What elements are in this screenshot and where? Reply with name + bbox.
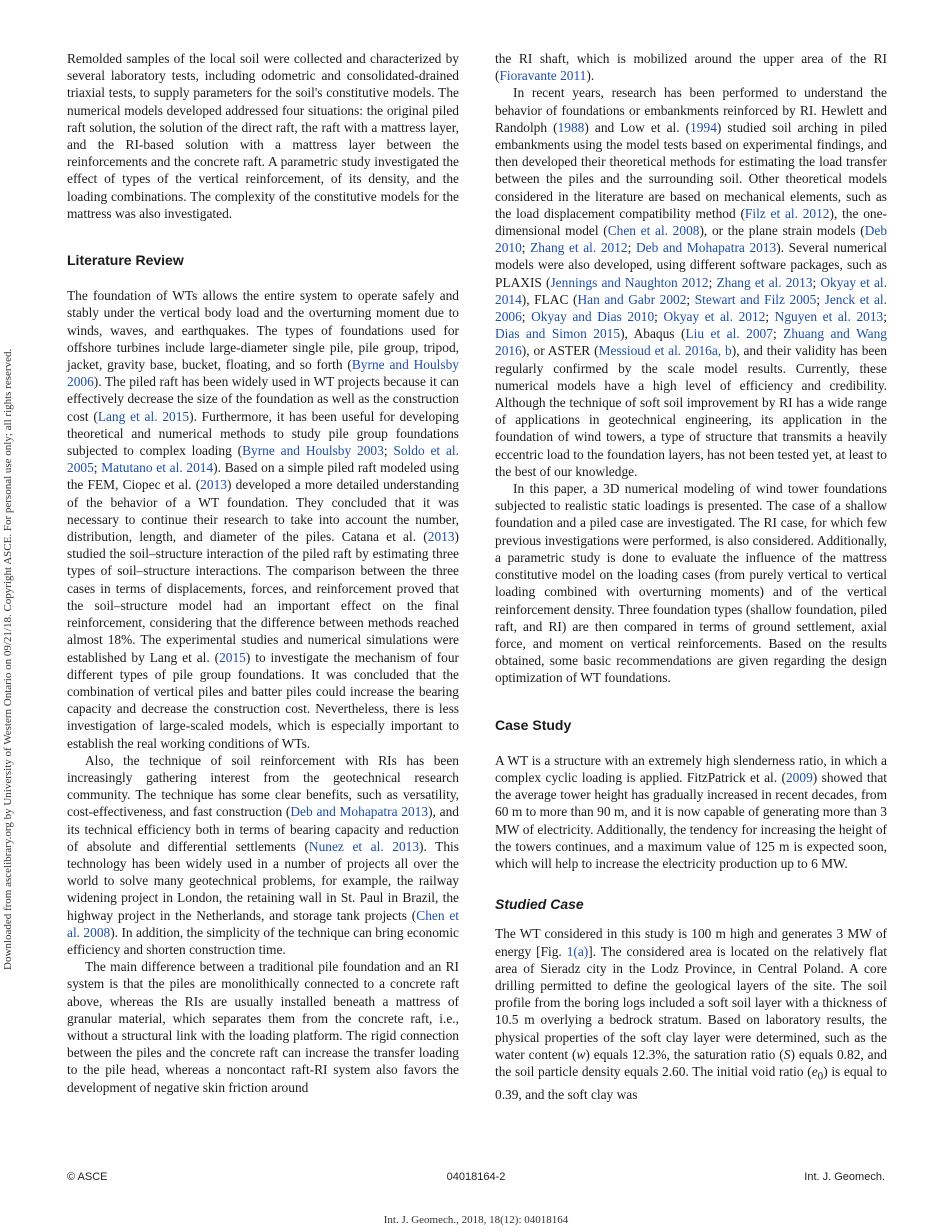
- citation-link[interactable]: Okyay et al. 2014: [495, 274, 887, 307]
- heading-literature-review: Literature Review: [67, 252, 184, 269]
- citation-link[interactable]: Nguyen et al. 2013: [774, 309, 884, 325]
- citation-link[interactable]: Okyay et al. 2012: [663, 309, 766, 325]
- citation-link[interactable]: Nunez et al. 2013: [308, 838, 420, 854]
- citation-link[interactable]: Chen et al. 2008: [607, 223, 700, 239]
- citation-link[interactable]: Jennings and Naughton 2012: [550, 274, 709, 290]
- right-column: [495, 50, 887, 1103]
- citation-link[interactable]: Stewart and Filz 2005: [694, 291, 817, 307]
- citation-link[interactable]: Zhang et al. 2013: [716, 274, 813, 290]
- paragraph: The foundation of WTs allows the entire system to operate safely and stably under the vertical body load and the overturning moment due to winds, waves, and earthquakes. The types of foundations used for offshore turbines include large-diameter single pile, pile group, tripod, jacket, gravity base, bucket, floating, and so forth (Byrne and Houlsby 2006). The piled raft has been widely used in WT projects because it can effectively decrease the size of the foundation as well as the construction cost (Lang et al. 2015). Furthermore, it has been useful for developing theoretical and numerical methods to study pile group foundations subjected to complex loading (Byrne and Houlsby 2003; Soldo et al. 2005; Matutano et al. 2014). Based on a simple piled raft modeled using the FEM, Ciopec et al. (2013) developed a more detailed understanding of the behavior of a WT foundation. They concluded that it was necessary to continue their research to take into account the number, distribution, length, and diameter of the piles. Catana et al. (2013) studied the soil–structure interaction of the piled raft by estimating three types of soil–structure interactions. The comparison between the three cases in terms of displacements, forces, and reinforcement proved that the soil–structure model had an important effect on the final reinforcement, considering that the difference between methods reached almost 18%. The experimental studies and numerical simulations were established by Lang et al. (2015) to investigate the mechanism of four different types of pile group foundations. It was concluded that the combination of vertical piles and batter piles could increase the bearing capacity and decrease the construction cost. Nevertheless, there is less investigation of large-scaled models, which is especially important to establish the real working conditions of WTs.: [67, 288, 459, 751]
- citation-link[interactable]: 2009: [785, 769, 813, 785]
- paragraph: In this paper, a 3D numerical modeling of wind tower foundations subjected to realistic static loadings is presented. The case of a shallow foundation and a piled case are investigated. The RI case, for which few previous investigations were performed, is also considered. Additionally, a parametric study is done to evaluate the influence of the mattress constitutive model on the loading cases (from purely vertical to vertical loading combined with overturning moments) and of the vertical reinforcement density. Three foundation types (shallow foundation, piled raft, and RI) are then compared in terms of ground settlement, axial force, and moment on vertical reinforcements. Based on the results obtained, some basic recommendations are given regarding the design optimization of WT foundations.: [495, 481, 887, 686]
- citation-link[interactable]: Deb and Mohapatra 2013: [290, 804, 429, 820]
- citation-link[interactable]: Han and Gabr 2002: [577, 291, 687, 307]
- footer-page-id: 04018164-2: [446, 1171, 506, 1183]
- citation-link[interactable]: Messioud et al. 2016a, b: [598, 343, 732, 359]
- paragraph: A WT is a structure with an extremely high slenderness ratio, in which a complex cyclic loading is applied. FitzPatrick et al. (2009) showed that the average tower height has gradually increased in recent decades, from 60 m to more than 90 m, and it is now capable of generating more than 3 MW of electricity. Additionally, the tendency for increasing the height of the towers continues, and a maximum value of 125 m is expected soon, which will help to increase the electricity production up to 6 MW.: [495, 752, 888, 871]
- figure-link[interactable]: 1(a): [566, 943, 589, 959]
- citation-link[interactable]: 2013: [427, 529, 455, 545]
- download-notice: Downloaded from ascelibrary.org by University of Western Ontario on 09/21/18. Copyright ASCE. For personal use only; all rights reserved.: [2, 348, 14, 970]
- citation-link[interactable]: Zhang et al. 2012: [530, 240, 628, 256]
- citation-link[interactable]: 1988: [557, 119, 585, 135]
- heading-case-study: Case Study: [495, 716, 572, 733]
- citation-link[interactable]: Dias and Simon 2015: [495, 326, 621, 342]
- paragraph: In recent years, research has been performed to understand the behavior of foundations or embankments reinforced by RI. Hewlett and Randolph (1988) and Low et al. (1994) studied soil arching in piled embankments using the model tests based on experimental findings, and then developed their theoretical methods for estimating the load transfer between the piles and the surrounding soil. Other theoretical models considered in the literature are based on mechanical elements, such as the load displacement compatibility method (Filz et al. 2012), the one-dimensional model (Chen et al. 2008), or the plane strain models (Deb 2010; Zhang et al. 2012; Deb and Mohapatra 2013). Several numerical models were also developed, using different software packages, such as PLAXIS (Jennings and Naughton 2012; Zhang et al. 2013; Okyay et al. 2014), FLAC (Han and Gabr 2002; Stewart and Filz 2005; Jenck et al. 2006; Okyay and Dias 2010; Okyay et al. 2012; Nguyen et al. 2013; Dias and Simon 2015), Abaqus (Liu et al. 2007; Zhuang and Wang 2016), or ASTER (Messioud et al. 2016a, b), and their validity has been regularly confirmed by the scale model results. Currently, these numerical models have a high level of efficiency and credibility. Although the technique of soft soil improvement by RI has a wide range of applications in geotechnical engineering, its application in the foundation of wind towers, a type of structure that transmits a heavily eccentric load to the foundation layers, has not been tested yet, at least to the best of our knowledge.: [495, 85, 888, 479]
- footer-copyright: © ASCE: [67, 1171, 108, 1183]
- citation-link[interactable]: Chen et al. 2008: [67, 907, 459, 940]
- citation-link[interactable]: Fioravante 2011: [499, 68, 587, 84]
- citation-link[interactable]: Filz et al. 2012: [744, 205, 830, 221]
- citation-link[interactable]: 2015: [219, 649, 246, 665]
- citation-link[interactable]: Byrne and Houlsby 2006: [67, 357, 459, 390]
- paragraph: Remolded samples of the local soil were collected and characterized by several laboratory tests, including odometric and consolidated-drained triaxial tests, to supply parameters for the soil's constitutive models. The numerical models developed addressed four situations: the original piled raft solution, the solution of the direct raft, the raft with a mattress layer, and the RI-based solution with a mattress layer between the reinforcements and the concrete raft. A parametric study investigated the effect of types of the vertical reinforcement, of its density, and the loading combinations. The complexity of the constitutive models for the mattress was also investigated.: [67, 51, 459, 221]
- citation-link[interactable]: Zhuang and Wang 2016: [495, 326, 887, 359]
- paragraph: The main difference between a traditional pile foundation and an RI system is that the piles are monolithically connected to a concrete raft above, whereas the RIs are usually installed beneath a mattress of granular material, which separates them from the concrete raft, i.e., without a structural link with the loading platform. The rigid connection between the piles and the concrete raft can increase the transfer loading to the pile head, whereas a noncontact raft-RI system also favors the development of negative skin friction around: [67, 959, 459, 1095]
- citation-link[interactable]: Matutano et al. 2014: [101, 460, 214, 476]
- footer-journal: Int. J. Geomech.: [804, 1171, 885, 1183]
- citation-link[interactable]: 1994: [690, 119, 717, 135]
- heading-studied-case: Studied Case: [495, 896, 584, 913]
- citation-link[interactable]: Byrne and Houlsby 2003: [242, 443, 384, 459]
- citation-link[interactable]: Okyay and Dias 2010: [531, 309, 655, 325]
- citation-link[interactable]: Jenck et al. 2006: [495, 291, 887, 325]
- citation-line: Int. J. Geomech., 2018, 18(12): 04018164: [383, 1214, 569, 1226]
- citation-link[interactable]: Soldo et al. 2005: [67, 443, 459, 476]
- left-column: [67, 50, 459, 1096]
- citation-link[interactable]: 2013: [200, 477, 227, 493]
- citation-link[interactable]: Deb and Mohapatra 2013: [635, 240, 777, 256]
- paragraph: The WT considered in this study is 100 m high and generates 3 MW of energy [Fig. 1(a)]. The considered area is located on the relatively flat area of Sieradz city in the Lodz Province, in Central Poland. A core drilling permitted to define the geological layers of the site. The soil profile from the boring logs included a soft soil layer with a thickness of 10.5 m overlying a bedrock stratum. Based on laboratory results, the physical properties of the soft clay layer were determined, such as the water content (w) equals 12.3%, the saturation ratio (S) equals 0.82, and the soil particle density equals 2.60. The initial void ratio $(e_0)$ is equal to 0.39, and the soft clay was: [495, 926, 887, 1102]
- citation-link[interactable]: Liu et al. 2007: [685, 326, 773, 342]
- citation-link[interactable]: Deb 2010: [495, 223, 888, 256]
- citation-link[interactable]: Lang et al. 2015: [97, 408, 190, 424]
- paragraph: Also, the technique of soil reinforcement with RIs has been increasingly gathering interest from the geotechnical research community. The technique has some clear benefits, such as versatility, cost-effectiveness, and fast construction (Deb and Mohapatra 2013), and its technical efficiency both in terms of bearing capacity and reduction of absolute and differential settlements (Nunez et al. 2013). This technology has been widely used in a number of projects all over the world to solve many geotechnical problems, for example, the railway widening project in London, the retaining wall in St. Paul in Brazil, the highway project in the Netherlands, and storage tank projects (Chen et al. 2008). In addition, the simplicity of the technique can bring economic efficiency and shorten construction time.: [67, 752, 460, 957]
- paragraph: the RI shaft, which is mobilized around the upper area of the RI (Fioravante 2011).: [495, 51, 887, 84]
